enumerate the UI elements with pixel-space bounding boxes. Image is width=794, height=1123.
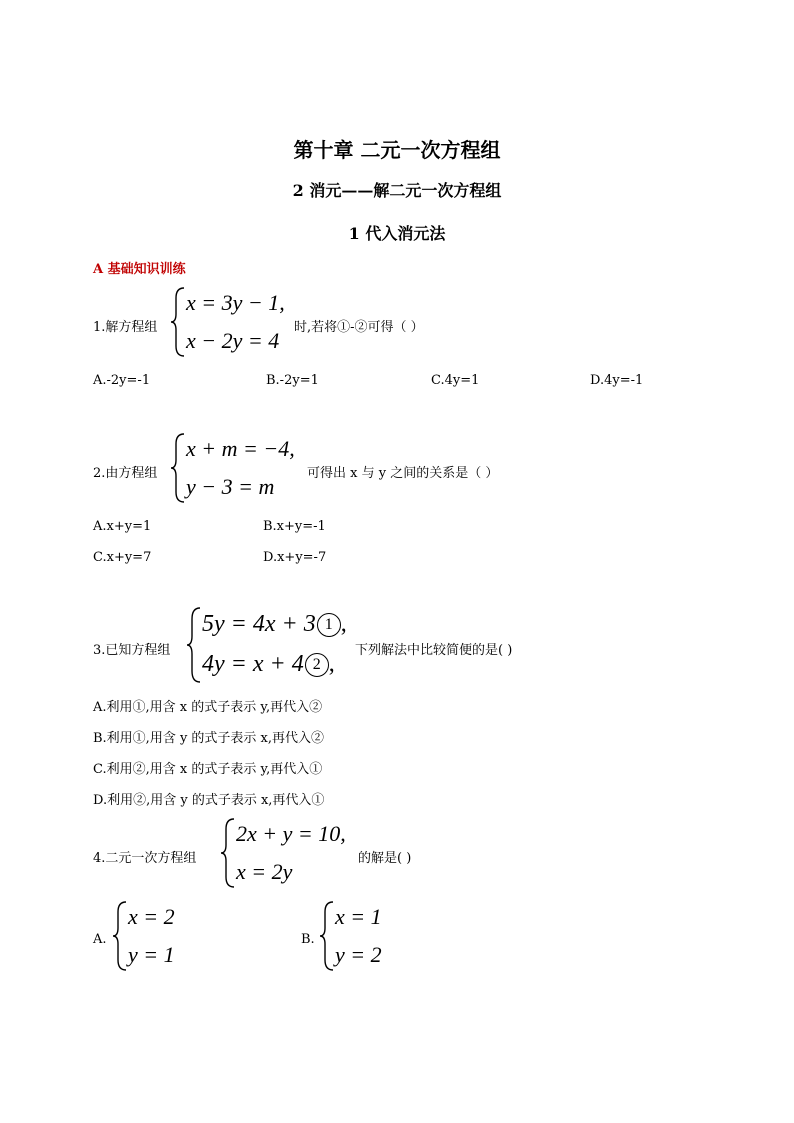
q4-option-a-label: A. bbox=[93, 932, 107, 947]
q3-eq2-tail: , bbox=[328, 651, 335, 677]
q4-option-a-eq1: x = 2 bbox=[128, 904, 175, 929]
section-subtitle: 2 消元——解二元一次方程组 bbox=[292, 181, 502, 200]
left-brace-icon bbox=[319, 900, 335, 972]
chapter-title: 第十章 二元一次方程组 bbox=[293, 138, 501, 162]
q2-equation-system bbox=[170, 432, 310, 504]
q4-option-a-system bbox=[112, 900, 202, 972]
left-brace-icon bbox=[170, 286, 186, 358]
q3-suffix: 下列解法中比较简便的是( ) bbox=[355, 643, 513, 658]
q3-eq1 bbox=[202, 612, 347, 637]
q3-eq1-tail: , bbox=[340, 611, 347, 637]
q3-option-b: B.利用①,用含 y 的式子表示 x,再代入② bbox=[93, 731, 325, 746]
q3-prefix: 3.已知方程组 bbox=[93, 643, 171, 658]
q1-prefix: 1.解方程组 bbox=[93, 320, 158, 335]
q4-prefix: 4.二元一次方程组 bbox=[93, 851, 197, 866]
q1-option-b: B.-2y=1 bbox=[266, 373, 319, 388]
q4-equation-system bbox=[220, 817, 370, 889]
q4-eq2: x = 2y bbox=[236, 859, 293, 884]
q3-eq2-text: 4y = x + 4 bbox=[202, 651, 304, 677]
q2-option-c: C.x+y=7 bbox=[93, 550, 152, 565]
q2-option-b: B.x+y=-1 bbox=[263, 519, 326, 534]
q1-option-c: C.4y=1 bbox=[431, 373, 480, 388]
q4-eq1: 2x + y = 10, bbox=[236, 821, 346, 846]
circled-two-icon: 2 bbox=[305, 653, 329, 677]
left-brace-icon bbox=[170, 432, 186, 504]
q4-option-a-eq2: y = 1 bbox=[128, 942, 175, 967]
section-heading: A 基础知识训练 bbox=[93, 262, 186, 277]
q1-option-d: D.4y=-1 bbox=[590, 373, 644, 388]
q3-eq1-text: 5y = 4x + 3 bbox=[202, 611, 316, 637]
q2-suffix: 可得出 x 与 y 之间的关系是（ ） bbox=[307, 466, 499, 481]
q3-option-c: C.利用②,用含 x 的式子表示 y,再代入① bbox=[93, 762, 323, 777]
q1-eq1: x = 3y − 1, bbox=[186, 290, 285, 315]
q2-eq2: y − 3 = m bbox=[186, 474, 275, 499]
q1-eq2: x − 2y = 4 bbox=[186, 328, 280, 353]
q2-eq1: x + m = −4, bbox=[186, 436, 295, 461]
q1-equation-system bbox=[170, 286, 300, 358]
q4-suffix: 的解是( ) bbox=[358, 851, 412, 866]
left-brace-icon bbox=[112, 900, 128, 972]
lesson-title: 1 代入消元法 bbox=[348, 224, 446, 243]
q4-option-b-eq2: y = 2 bbox=[335, 942, 382, 967]
q1-suffix: 时,若将①-②可得（ ） bbox=[294, 320, 424, 335]
circled-one-icon: 1 bbox=[317, 613, 341, 637]
q3-equation-system bbox=[186, 606, 356, 684]
q3-option-a: A.利用①,用含 x 的式子表示 y,再代入② bbox=[93, 700, 323, 715]
q3-eq2 bbox=[202, 652, 335, 677]
q2-option-a: A.x+y=1 bbox=[93, 519, 152, 534]
left-brace-icon bbox=[220, 817, 236, 889]
q4-option-b-label: B. bbox=[301, 932, 315, 947]
q2-option-d: D.x+y=-7 bbox=[263, 550, 327, 565]
q2-prefix: 2.由方程组 bbox=[93, 466, 158, 481]
q3-option-d: D.利用②,用含 y 的式子表示 x,再代入① bbox=[93, 793, 325, 808]
left-brace-icon bbox=[186, 606, 202, 684]
q4-option-b-eq1: x = 1 bbox=[335, 904, 382, 929]
q4-option-b-system bbox=[319, 900, 409, 972]
q1-option-a: A.-2y=-1 bbox=[93, 373, 151, 388]
